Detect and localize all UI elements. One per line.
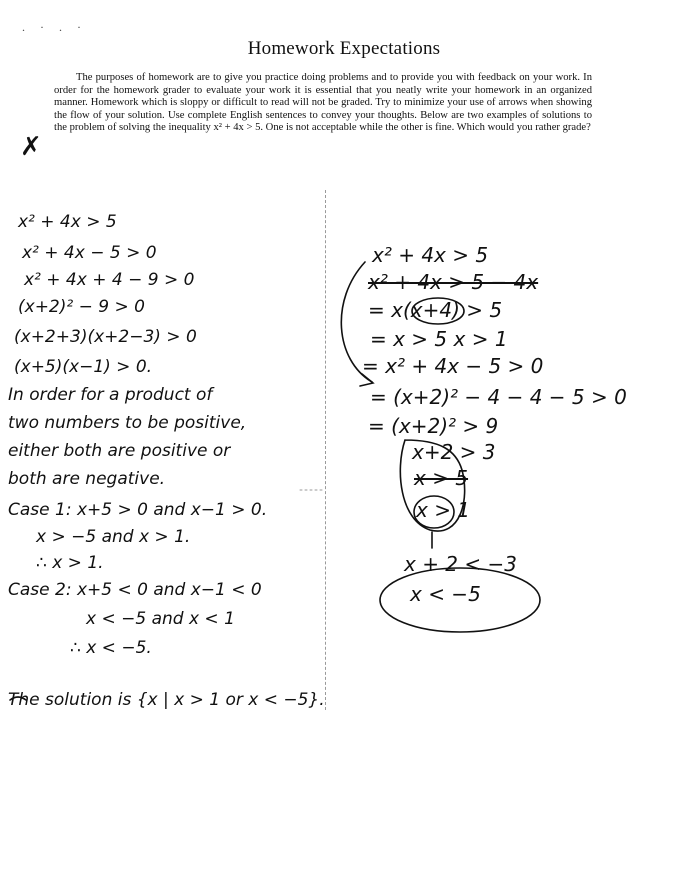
- bad-line-2: x² + 4x > 5 − 4x: [368, 270, 539, 294]
- intro-paragraph: The purposes of homework are to give you practice doing problems and to provide you with feedback on your work. In order for the homework grader to evaluate your work it is essential that you neatly write your homework in an organized manner. Homework which is sloppy or difficult to read will not be graded. Try to minimize your use of arrows when showing the flow of your solution. Use complete English sentences to convey your thoughts. Below are two examples of solutions to the problem of solving the inequality x² + 4x > 5. One is not acceptable while the other is fine. Which would you rather grade?: [54, 72, 592, 134]
- circle-final-answer: [380, 568, 540, 632]
- bad-line-3: = x(x+4) > 5: [368, 298, 503, 322]
- flow-arrow-loop: [341, 262, 372, 382]
- good-line-2: x² + 4x − 5 > 0: [22, 243, 157, 263]
- arrowhead-1: [360, 374, 373, 386]
- circle-x-plus-4: [412, 298, 464, 324]
- good-line-1: x² + 4x > 5: [18, 212, 117, 232]
- good-line-14: Case 2: x+5 < 0 and x−1 < 0: [8, 580, 262, 600]
- left-scribble: [10, 697, 26, 700]
- page-title: Homework Expectations: [247, 38, 441, 59]
- bad-line-5: = x² + 4x − 5 > 0: [362, 354, 544, 378]
- good-line-5: (x+2+3)(x+2−3) > 0: [14, 327, 197, 347]
- good-line-12: x > −5 and x > 1.: [36, 527, 191, 547]
- scan-specks: . · . ·: [22, 20, 87, 34]
- bad-line-9: x > 5: [414, 466, 469, 490]
- good-line-6: (x+5)(x−1) > 0.: [14, 357, 153, 377]
- circle-x-gt-1: [414, 496, 454, 528]
- bad-line-11: x + 2 < −3: [404, 552, 517, 576]
- good-line-4: (x+2)² − 9 > 0: [18, 297, 145, 317]
- good-line-3: x² + 4x + 4 − 9 > 0: [24, 270, 195, 290]
- good-line-13: ∴ x > 1.: [36, 553, 104, 573]
- bad-line-4: = x > 5 x > 1: [370, 327, 508, 351]
- margin-mark: ✗: [20, 132, 42, 162]
- circle-case-cluster: [400, 440, 464, 531]
- bad-line-1: x² + 4x > 5: [372, 243, 489, 267]
- bad-line-12: x < −5: [410, 582, 481, 606]
- bad-line-6: = (x+2)² − 4 − 4 − 5 > 0: [370, 385, 627, 409]
- good-line-15: x < −5 and x < 1: [86, 609, 235, 629]
- bad-line-8: x+2 > 3: [412, 440, 496, 464]
- bad-line-7: = (x+2)² > 9: [368, 414, 499, 438]
- good-line-17: The solution is {x | x > 1 or x < −5}.: [8, 690, 325, 710]
- good-line-11: Case 1: x+5 > 0 and x−1 > 0.: [8, 500, 268, 520]
- good-line-8: two numbers to be positive,: [8, 413, 247, 433]
- good-line-7: In order for a product of: [8, 385, 213, 405]
- bad-line-10: x > 1: [416, 498, 471, 522]
- good-line-9: either both are positive or: [8, 441, 231, 461]
- good-line-16: ∴ x < −5.: [70, 638, 152, 658]
- good-line-10: both are negative.: [8, 469, 166, 489]
